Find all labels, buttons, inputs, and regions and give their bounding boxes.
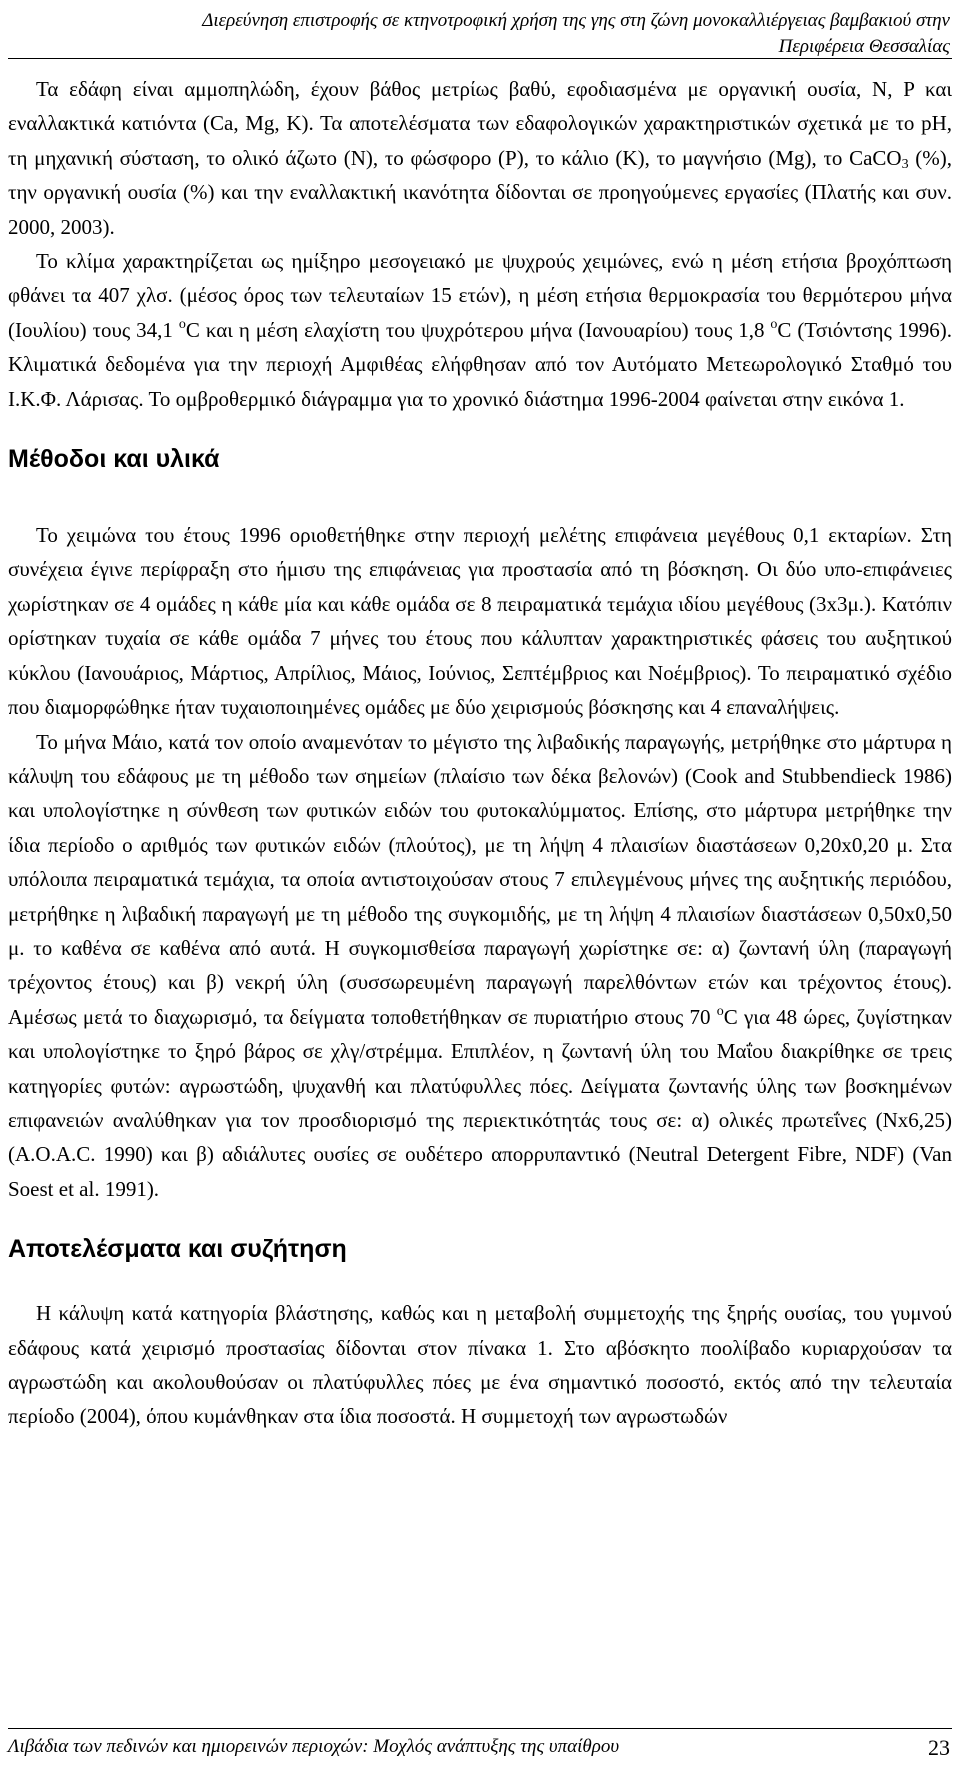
footer-divider	[8, 1728, 952, 1729]
section-heading-results: Αποτελέσματα και συζήτηση	[8, 1235, 347, 1264]
methods-paragraph-design: Το χειμώνα του έτους 1996 οριοθετήθηκε στην περιοχή μελέτης επιφάνεια μεγέθους 0,1 εκταρίων. Στη συνέχεια έγινε περίφραξη στο ήμισυ της επιφάνειας για προστασία από τη βόσκηση. Οι δύο υπο-επιφάνειες χωρίστηκαν σε 4 ομάδες η κάθε μία και κάθε ομάδα σε 8 πειραματικά τεμάχια ιδίου μεγέθους (3x3μ.). Κατόπιν ορίστηκαν τυχαία σε κάθε ομάδα 7 μήνες του έτους που κάλυπταν χαρακτηριστικές φάσεις του αυξητικού κύκλου (Ιανουάριος, Μάρτιος, Απρίλιος, Μάιος, Ιούνιος, Σεπτέμβριος και Νοέμβριος). Το πειραματικό σχέδιο που διαμορφώθηκε ήταν τυχαιοποιημένες ομάδες με δύο χειρισμούς βόσκησης και 4 επαναλήψεις.	[8, 523, 952, 720]
running-header-line2: Περιφέρεια Θεσσαλίας	[778, 36, 950, 57]
running-header-line1: Διερεύνηση επιστροφής σε κτηνοτροφική χρήση της γης στη ζώνη μονοκαλλιέργειας βαμβακιού στην	[202, 10, 950, 31]
header-divider	[8, 58, 952, 59]
running-header	[10, 8, 950, 60]
page-number: 23	[928, 1735, 950, 1760]
intro-paragraph-climate: Το κλίμα χαρακτηρίζεται ως ημίξηρο μεσογειακό με ψυχρούς χειμώνες, ενώ η μέση ετήσια βροχόπτωση φθάνει τα 407 χλσ. (μέσος όρος των τελευταίων 15 ετών), η μέση ετήσια θερμοκρασία του θερμότερου μήνα (Ιουλίου) τους 34,1 $^o$C και η μέση ελαχίστη του ψυχρότερου μήνα (Ιανουαρίου) τους 1,8 $^o$C (Τσιόντσης 1996). Κλιματικά δεδομένα για την περιοχή Αμφιθέας ελήφθησαν από τον Αυτόματο Μετεωρολογικό Σταθμό του Ι.Κ.Φ. Λάρισας. Το ομβροθερμικό διάγραμμα για το χρονικό διάστημα 1996-2004 φαίνεται στην εικόνα 1.	[8, 249, 952, 411]
running-footer: Λιβάδια των πεδινών και ημιορεινών περιοχών: Μοχλός ανάπτυξης της υπαίθρου	[8, 1736, 620, 1757]
methods-paragraph-measurements: Το μήνα Μάιο, κατά τον οποίο αναμενόταν το μέγιστο της λιβαδικής παραγωγής, μετρήθηκε στο μάρτυρα η κάλυψη του εδάφους με τη μέθοδο των σημείων (πλαίσιο των δέκα βελονών) (Cook and Stubbendieck 1986) και υπολογίστηκε η σύνθεση των φυτικών ειδών του φυτοκαλύμματος. Επίσης, στο μάρτυρα μετρήθηκε την ίδια περίοδο ο αριθμός των φυτικών ειδών (πλούτος), με τη λήψη 4 πλαισίων διαστάσεων 0,20x0,20 μ. Στα υπόλοιπα πειραματικά τεμάχια, τα οποία αντιστοιχούσαν στους 7 επιλεγμένους μήνες της αυξητικής περιόδου, μετρήθηκε η λιβαδική παραγωγή με τη μέθοδο της συγκομιδής, με τη λήψη 4 πλαισίων διαστάσεων 0,50x0,50 μ. το καθένα σε καθένα από αυτά. Η συγκομισθείσα παραγωγή χωρίστηκε σε: α) ζωντανή ύλη (παραγωγή τρέχοντος έτους) και β) νεκρή ύλη (συσσωρευμένη παραγωγή παρελθόντων ετών και τρέχοντος έτους). Αμέσως μετά το διαχωρισμό, τα δείγματα τοποθετήθηκαν σε πυριατήριο στους 70 $^o$C για 48 ώρες, ζυγίστηκαν και υπολογίστηκε το ξηρό βάρος σε χλγ/στρέμμα. Επιπλέον, η ζωντανή ύλη του Μαΐου διακρίθηκε σε τρεις κατηγορίες φυτών: αγρωστώδη, ψυχανθή και πλατύφυλλες πόες. Δείγματα ζωντανής ύλης των βοσκημένων επιφανειών αναλύθηκαν για τον προσδιορισμό της περιεκτικότητάς τους σε: α) ολικές πρωτεΐνες (Nx6,25) (A.O.A.C. 1990) και β) αδιάλυτες ουσίες σε ουδέτερο απορρυπαντικό (Neutral Detergent Fibre, NDF) (Van Soest et al. 1991).	[8, 729, 952, 1201]
intro-paragraph-soils: Τα εδάφη είναι αμμοπηλώδη, έχουν βάθος μετρίως βαθύ, εφοδιασμένα με οργανική ουσία, N, P και εναλλακτικά κατιόντα (Ca, Mg, K). Τα αποτελέσματα των εδαφολογικών χαρακτηριστικών σχετικά με το pH, τη μηχανική σύσταση, το ολικό άζωτο (N), το φώσφορο (P), το κάλιο (K), το μαγνήσιο (Mg), το CaCO$_3$ (%), την οργανική ουσία (%) και την εναλλακτική ικανότητα δίδονται σε προηγούμενες εργασίες (Πλατής και συν. 2000, 2003).	[8, 77, 952, 239]
results-paragraph-cover: Η κάλυψη κατά κατηγορία βλάστησης, καθώς και η μεταβολή συμμετοχής της ξηρής ουσίας, του γυμνού εδάφους κατά χειρισμό προστασίας δίδονται στον πίνακα 1. Στο αβόσκητο ποολίβαδο κυριαρχούσαν τα αγρωστώδη και ακολουθούσαν οι πλατύφυλλες πόες με ένα σημαντικό ποσοστό, εκτός από την τελευταία περίοδο (2004), όπου κυμάνθηκαν στα ίδια ποσοστά. Η συμμετοχή των αγρωστωδών	[8, 1301, 952, 1429]
section-heading-methods: Μέθοδοι και υλικά	[8, 445, 220, 474]
page-body	[8, 72, 952, 1434]
